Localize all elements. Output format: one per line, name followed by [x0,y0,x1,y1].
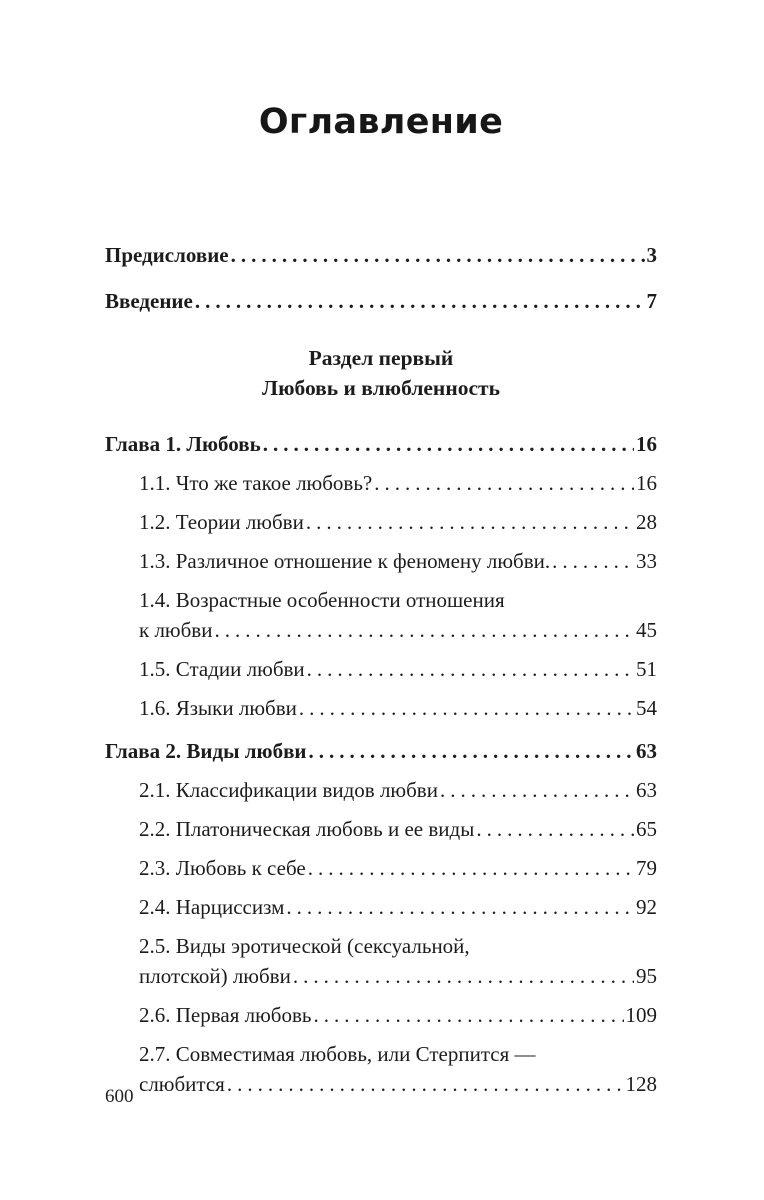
toc-entry-label: Предисловие [105,243,229,267]
toc-entry [105,470,657,497]
toc-entry-label: 1.6. Языки любви [139,696,297,720]
leader-dots [309,738,634,765]
footer-page-number: 600 [105,1086,134,1107]
toc-entry-multiline [105,933,657,990]
toc-entry-label: 1.4. Возрастные особенности отношения [139,588,505,612]
leader-dots [231,242,645,269]
toc-entry-preface [105,242,657,269]
toc-entry-label: 2.2. Платоническая любовь и ее виды [139,817,475,841]
toc-entry-label: 2.3. Любовь к себе [139,856,306,880]
leader-dots [195,288,645,315]
toc-entry-page: 92 [636,895,657,919]
toc-entry-page: 63 [636,778,657,802]
toc-entry-page: 79 [636,856,657,880]
toc-entry-label: Глава 1. Любовь [105,432,261,456]
leader-dots [214,617,634,644]
section-heading-line1: Раздел первый [308,346,454,370]
leader-dots [307,656,634,683]
section-heading-line2: Любовь и влюбленность [262,376,500,400]
toc-entry-label: 2.1. Классификации видов любви [139,778,438,802]
toc-entry-multiline [105,1041,657,1098]
leader-dots [293,963,634,990]
toc-entry-line1 [105,587,657,614]
toc-entry-label: 1.2. Теории любви [139,510,304,534]
toc-entry [105,855,657,882]
leader-dots [299,695,634,722]
leader-dots [313,1002,623,1029]
toc-entry-line2 [105,963,657,990]
toc-entry-page: 7 [646,289,657,313]
toc-entry-page: 54 [636,696,657,720]
toc-entry-label: 2.5. Виды эротической (сексуальной, [139,934,470,958]
toc-entry-page: 16 [636,471,657,495]
toc-entry [105,1002,657,1029]
leader-dots [440,777,634,804]
toc-entry [105,509,657,536]
leader-dots [306,509,634,536]
toc-entry-line2 [105,1071,657,1098]
toc-entry-page: 65 [636,817,657,841]
leader-dots [552,548,634,575]
toc-entry-label: слюбится [139,1072,225,1096]
toc-entry-page: 3 [646,243,657,267]
toc-entry-label: Глава 2. Виды любви [105,739,307,763]
leader-dots [374,470,634,497]
toc-entry-label: Введение [105,289,193,313]
toc-entry-page: 95 [636,964,657,988]
leader-dots [263,431,634,458]
toc-entry-label: 2.4. Нарциссизм [139,895,285,919]
toc-entry-line1 [105,1041,657,1068]
toc-entry [105,656,657,683]
leader-dots [308,855,634,882]
toc-entry-line2 [105,617,657,644]
toc-entry-label: к любви [139,618,213,642]
toc-chapter-title [105,431,657,458]
chapter-2 [105,738,657,1098]
toc-entry-page: 16 [636,432,657,456]
toc-entry [105,548,657,575]
toc-entry-label: 2.7. Совместимая любовь, или Стерпится — [139,1042,536,1066]
toc-entry-page: 109 [625,1003,657,1027]
toc-entry-page: 28 [636,510,657,534]
section-heading [105,343,657,403]
page-title: Оглавление [258,102,504,142]
toc-entry-page: 45 [636,618,657,642]
leader-dots [476,816,634,843]
toc-entry [105,894,657,921]
toc-entry [105,816,657,843]
toc-entry-label: 1.3. Различное отношение к феномену любви. [139,549,551,573]
toc-entry-page: 63 [636,739,657,763]
table-of-contents [105,242,657,1098]
toc-entry-multiline [105,587,657,644]
toc-entry [105,777,657,804]
toc-entry-label: плотской) любви [139,964,291,988]
toc-entry-label: 2.6. Первая любовь [139,1003,312,1027]
leader-dots [227,1071,624,1098]
leader-dots [286,894,634,921]
toc-entry [105,695,657,722]
toc-entry-line1 [105,933,657,960]
toc-entry-page: 128 [625,1072,657,1096]
chapter-1 [105,431,657,722]
toc-entry-label: 1.1. Что же такое любовь? [139,471,373,495]
toc-entry-label: 1.5. Стадии любви [139,657,305,681]
toc-entry-introduction [105,288,657,315]
toc-entry-page: 33 [636,549,657,573]
toc-chapter-title [105,738,657,765]
front-matter [105,242,657,315]
toc-entry-page: 51 [636,657,657,681]
